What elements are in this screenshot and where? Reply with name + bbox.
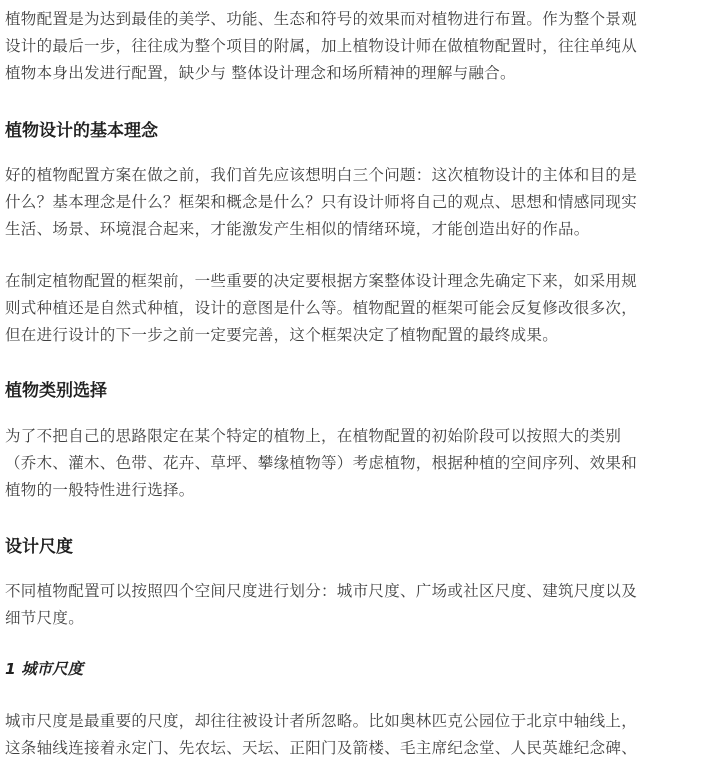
- text-line: 植物的一般特性进行选择。: [5, 481, 195, 499]
- text-line: 则式种植还是自然式种植，设计的意图是什么等。植物配置的框架可能会反复修改很多次，: [5, 299, 638, 317]
- section-heading-design-scale: 设计尺度: [5, 537, 73, 557]
- section-heading-plant-category: 植物类别选择: [5, 381, 107, 401]
- scale-paragraph: [5, 578, 698, 632]
- text-line: 城市尺度是最重要的尺度，却往往被设计者所忽略。比如奥林匹克公园位于北京中轴线上，: [5, 712, 638, 730]
- text-line: 在制定植物配置的框架前，一些重要的决定要根据方案整体设计理念先确定下来，如采用规: [5, 272, 638, 290]
- text-line: 生活、场景、环境混合起来，才能激发产生相似的情绪环境，才能创造出好的作品。: [5, 220, 590, 238]
- intro-paragraph: [5, 6, 698, 87]
- concept-paragraph-2: [5, 268, 698, 349]
- text-line: 什么？基本理念是什么？框架和概念是什么？只有设计师将自己的观点、思想和情感同现实: [5, 193, 638, 211]
- city-scale-paragraph: [5, 708, 698, 762]
- text-line: （乔木、灌木、色带、花卉、草坪、攀缘植物等）考虑植物，根据种植的空间序列、效果和: [5, 454, 638, 472]
- subheading-city-scale: 1 城市尺度: [5, 660, 84, 678]
- text-line: 好的植物配置方案在做之前，我们首先应该想明白三个问题：这次植物设计的主体和目的是: [5, 166, 638, 184]
- text-line: 为了不把自己的思路限定在某个特定的植物上，在植物配置的初始阶段可以按照大的类别: [5, 427, 622, 445]
- text-line: 不同植物配置可以按照四个空间尺度进行划分：城市尺度、广场或社区尺度、建筑尺度以及: [5, 582, 638, 600]
- section-heading-design-concept: 植物设计的基本理念: [5, 121, 158, 141]
- category-paragraph: [5, 423, 698, 504]
- text-line: 细节尺度。: [5, 609, 85, 627]
- text-line: 但在进行设计的下一步之前一定要完善，这个框架决定了植物配置的最终成果。: [5, 326, 559, 344]
- text-line: 植物配置是为达到最佳的美学、功能、生态和符号的效果而对植物进行布置。作为整个景观: [5, 10, 638, 28]
- concept-paragraph-1: [5, 162, 698, 243]
- text-line: 这条轴线连接着永定门、先农坛、天坛、正阳门及箭楼、毛主席纪念堂、人民英雄纪念碑、: [5, 739, 638, 757]
- text-line: 植物本身出发进行配置，缺少与 整体设计理念和场所精神的理解与融合。: [5, 64, 516, 82]
- text-line: 设计的最后一步，往往成为整个项目的附属，加上植物设计师在做植物配置时，往往单纯从: [5, 37, 638, 55]
